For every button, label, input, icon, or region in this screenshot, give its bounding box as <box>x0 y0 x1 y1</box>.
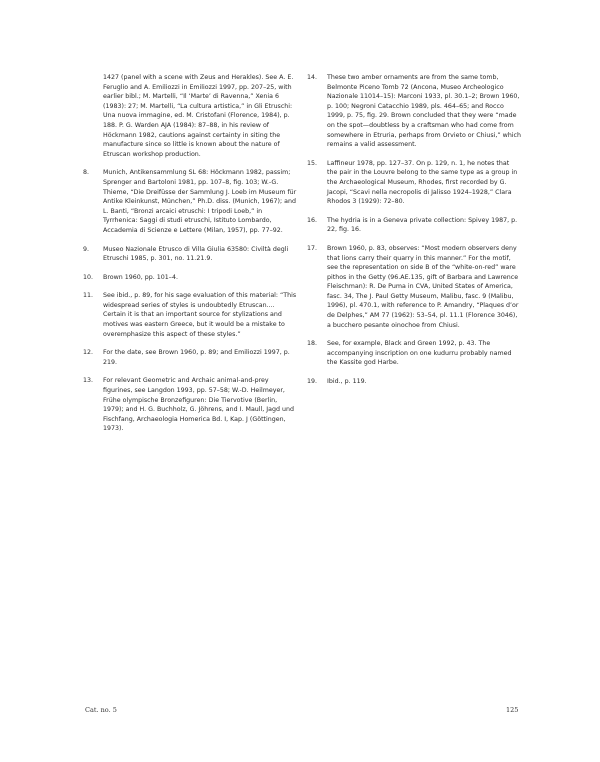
note-number: 19. <box>307 378 318 386</box>
note-15 <box>307 159 521 207</box>
running-footer-catalog: Cat. no. 5 <box>85 706 117 714</box>
note-number: 16. <box>307 216 318 224</box>
note-17 <box>307 244 521 330</box>
note-16 <box>307 216 521 235</box>
note-number: 8. <box>83 169 90 177</box>
note-number: 11. <box>83 292 94 300</box>
note-10 <box>83 273 297 283</box>
note-text: See ibid., p. 89, for his sage evaluation of this material: “This widespread series of styles is undoubtedly Etruscan.... Certain it is that an important source for stylizations and motives was eastern Greece, but it would be a mistake to overemphasize this aspect of these styles.” <box>103 292 297 338</box>
notes-column-right <box>307 73 521 396</box>
note-text: Laffineur 1978, pp. 127–37. On p. 129, n. 1, he notes that the pair in the Louvre belong to the same type as a group in the Archaeological Museum, Rhodes, first recorded by G. Jacopi, “Scavi nella necropolis di Jalisso 1924–1928,” Clara Rhodos 3 (1929): 72–80. <box>327 159 518 206</box>
note-text: Museo Nazionale Etrusco di Villa Giulia 63580: Civiltà degli Etruschi 1985, p. 301, no. 11.21.9. <box>103 245 289 263</box>
note-text: These two amber ornaments are from the same tomb, Belmonte Piceno Tomb 72 (Ancona, Museo Archeologico Nazionale 11014–15): Marconi 1933, pl. 30.1–2; Brown 1960, p. 100; Negroni Catacchio 1989, pls. 464–65; and Rocco 1999, p. 75, fig. 29. Brown concluded that they were “made on the spot—doubtless by a craftsman who had come from somewhere in Etruria, perhaps from Orvieto or Chiusi,” which remains a valid assessment. <box>327 74 522 149</box>
note-number: 18. <box>307 340 318 348</box>
note-number: 15. <box>307 159 318 167</box>
note-number: 12. <box>83 349 94 357</box>
note-7-continuation: 1427 (panel with a scene with Zeus and Herakles). See A. E. Feruglio and A. Emiliozzi in Emiliozzi 1997, pp. 207–25, with earlier bibl.; M. Martelli, “Il ‘Marte’ di Ravenna,” Xenia 6 (1983): 27; M. Martelli, “La cultura artistica,” in Gli Etruschi: Una nuova immagine, ed. M. Cristofani (Florence, 1984), p. 188. P. G. Warden AJA (1984): 87–88, in his review of Höckmann 1982, cautions against certainty in siting the manufacture since so little is known about the nature of Etruscan workshop production. <box>103 74 294 158</box>
note-number: 14. <box>307 74 318 81</box>
note-12 <box>83 348 297 367</box>
note-text: Brown 1960, pp. 101–4. <box>103 273 178 281</box>
note-text: See, for example, Black and Green 1992, p. 43. The accompanying inscription on one kudurru probably named the Kassite god Harbe. <box>327 340 512 367</box>
note-number: 17. <box>307 244 318 252</box>
note-text: Munich, Antikensammlung SL 68: Höckmann 1982, passim; Sprenger and Bartoloni 1981, pp. 107–8, fig. 103; W.-G. Thieme, “Die Dreifüsse der Sammlung J. Loeb im Museum für Antike Kleinkunst, München,” Ph.D. diss. (Munich, 1967); and L. Banti, “Bronzi arcaici etruschi: I tripodi Loeb,” in Tyrrhenica: Saggi di studi etruschi, Istituto Lombardo, Accademia di Scienze e Lettere (Milan, 1957), pp. 77–92. <box>103 169 297 234</box>
note-text: The hydria is in a Geneva private collection: Spivey 1987, p. 22, fig. 16. <box>327 216 518 234</box>
note-8 <box>83 168 297 235</box>
note-18 <box>307 339 521 368</box>
note-19 <box>307 377 521 387</box>
note-number: 13. <box>83 377 94 385</box>
note-11 <box>83 291 297 339</box>
note-13 <box>83 376 297 434</box>
note-text: For the date, see Brown 1960, p. 89; and Emiliozzi 1997, p. 219. <box>103 349 290 366</box>
note-number: 10. <box>83 273 94 281</box>
notes-column-left <box>83 73 297 443</box>
note-number: 9. <box>83 245 90 253</box>
note-text: Ibid., p. 119. <box>327 378 367 386</box>
note-9 <box>83 245 297 264</box>
note-text: Brown 1960, p. 83, observes: “Most modern observers deny that lions carry their quarry in this manner.” For the motif, see the representation on side B of the “white-on-red” ware pithos in the Getty (96.AE.135, gift of Barbara and Lawrence Fleischman): R. De Puma in CVA, United States of America, fasc. 34, The J. Paul Getty Museum, Malibu, fasc. 9 (Malibu, 1996), pl. 470.1, with reference to P. Amandry, “Plaques d’or de Delphes,” AM 77 (1962): 53–54, pl. 11.1 (Florence 3046), a bucchero pesante oinochoe from Chiusi. <box>327 244 519 329</box>
page-number: 125 <box>506 706 519 714</box>
note-14 <box>307 73 521 150</box>
note-text: For relevant Geometric and Archaic animal-and-prey figurines, see Langdon 1993, pp. 57–58; W.-D. Heilmeyer, Frühe olympische Bronzefiguren: Die Tiervotive (Berlin, 1979); and H. G. Buchholz, G. Jöhrens, and I. Maull, Jagd und Fischfang, Archaeologia Homerica Bd. I, Kap. J (Göttingen, 1973). <box>103 377 294 433</box>
